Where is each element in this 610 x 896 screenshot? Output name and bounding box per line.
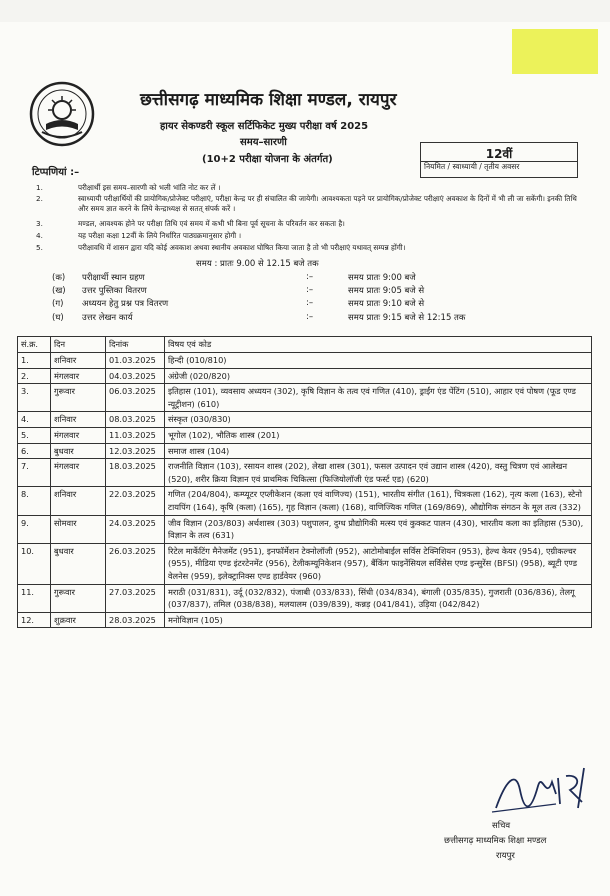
table-row: 10. बुधवार 26.03.2025 रिटेल मार्केटिंग मैनेजमेंट (951), इनफॉर्मेशन टेक्नोलॉजी (952), आटोमोबाईल सर्विस टेक्निशियन (953), हेल्थ केयर (954), एग्रीकल्चर (955), मीडिया एण्ड इंटरटेनमेंट (956), टेलीकम्यूनिकेशन (957), बैंकिंग फाइनेंसियल सर्विसेस एण्ड इन्सुरेंस (BFSI) (958), ब्यूटी एण्ड वेलनेस (959), इलेक्ट्रानिक्स एण्ड हार्डवेयर (960)	[18, 543, 592, 584]
exam-timetable	[17, 336, 592, 628]
doc-title: समय–सारणी	[240, 137, 287, 148]
notes-heading: टिप्पणियां :–	[32, 167, 80, 178]
class-box	[420, 142, 578, 178]
table-row: 11. गुरूवार 27.03.2025 मराठी (031/831), उर्दू (032/832), पंजाबी (033/833), सिंधी (034/834), बंगाली (035/835), गुजराती (036/836), तेलगू (037/837), तमिल (038/838), मलयालम (039/839), कन्नड़ (041/841), उड़िया (042/842)	[18, 584, 592, 612]
table-header-row	[18, 337, 592, 353]
exam-subtitle: हायर सेकण्डरी स्कूल सर्टिफिकेट मुख्य परीक्षा वर्ष 2025	[160, 121, 369, 132]
signatory-org: छत्तीसगढ़ माध्यमिक शिक्षा मण्डल	[444, 836, 547, 846]
exam-timing: समय : प्रातः 9.00 से 12.15 बजे तक	[196, 259, 319, 269]
signatory-city: रायपुर	[496, 851, 515, 861]
table-row: 12. शुक्रवार 28.03.2025 मनोविज्ञान (105)	[18, 612, 592, 628]
scheme-note: (10+2 परीक्षा योजना के अंतर्गत)	[202, 154, 333, 165]
table-row: 4. शनिवार 08.03.2025 संस्कृत (030/830)	[18, 412, 592, 428]
table-row: 5. मंगलवार 11.03.2025 भूगोल (102), भौतिक शास्त्र (201)	[18, 427, 592, 443]
col-header-subject: विषय एवं कोड	[165, 337, 592, 353]
table-row: 2. मंगलवार 04.03.2025 अंग्रेजी (020/820)	[18, 368, 592, 384]
table-row: 7. मंगलवार 18.03.2025 राजनीति विज्ञान (103), रसायन शास्त्र (202), लेखा शास्त्र (301), फसल उत्पादन एवं उद्यान शास्त्र (420), वस्तु चित्रण एवं आलेखन (520), शरीर क्रिया विज्ञान एवं प्राथमिक चिकित्सा (फिजियोलॉजी एंड फर्स्ट एड) (620)	[18, 459, 592, 487]
signature-mark	[486, 760, 596, 820]
highlight-mark	[512, 29, 598, 74]
table-row: 6. बुधवार 12.03.2025 समाज शास्त्र (104)	[18, 443, 592, 459]
signatory-title: सचिव	[492, 821, 511, 831]
category-label: नियमित / स्वाध्यायी / तृतीय अवसर	[424, 162, 520, 171]
board-seal-logo	[28, 80, 96, 148]
col-header-date: दिनांक	[106, 337, 165, 353]
table-row: 9. सोमवार 24.03.2025 जीव विज्ञान (203/803) अर्थशास्त्र (303) पशुपालन, दुग्ध प्रौद्योगिकी मत्स्य एवं कुक्कट पालन (430), भारतीय कला का इतिहास (530), विज्ञान के तत्व (631)	[18, 515, 592, 543]
table-row: 8. शनिवार 22.03.2025 गणित (204/804), कम्प्यूटर एप्लीकेशन (कला एवं वाणिज्य) (151), भारतीय संगीत (161), चित्रकला (162), नृत्य कला (163), स्टेनो टायपिंग (164), कृषि (कला) (165), गृह विज्ञान (कला) (168), वाणिज्यिक गणित (169/869), औद्योगिक संगठन के मूल तत्व (332)	[18, 487, 592, 515]
col-header-serial: सं.क्र.	[18, 337, 51, 353]
table-row: 1. शनिवार 01.03.2025 हिन्दी (010/810)	[18, 353, 592, 369]
org-name: छत्तीसगढ़ माध्यमिक शिक्षा मण्डल, रायपुर	[140, 90, 397, 110]
table-row: 3. गुरूवार 06.03.2025 इतिहास (101), व्यवसाय अध्ययन (302), कृषि विज्ञान के तत्व एवं गणित (410), ड्राईंग एंड पेंटिंग (510), आहार एवं पोषण (फूड एण्ड न्यूट्रीशन) (610)	[18, 384, 592, 412]
class-label: 12वीं	[421, 145, 577, 162]
col-header-day: दिन	[51, 337, 106, 353]
